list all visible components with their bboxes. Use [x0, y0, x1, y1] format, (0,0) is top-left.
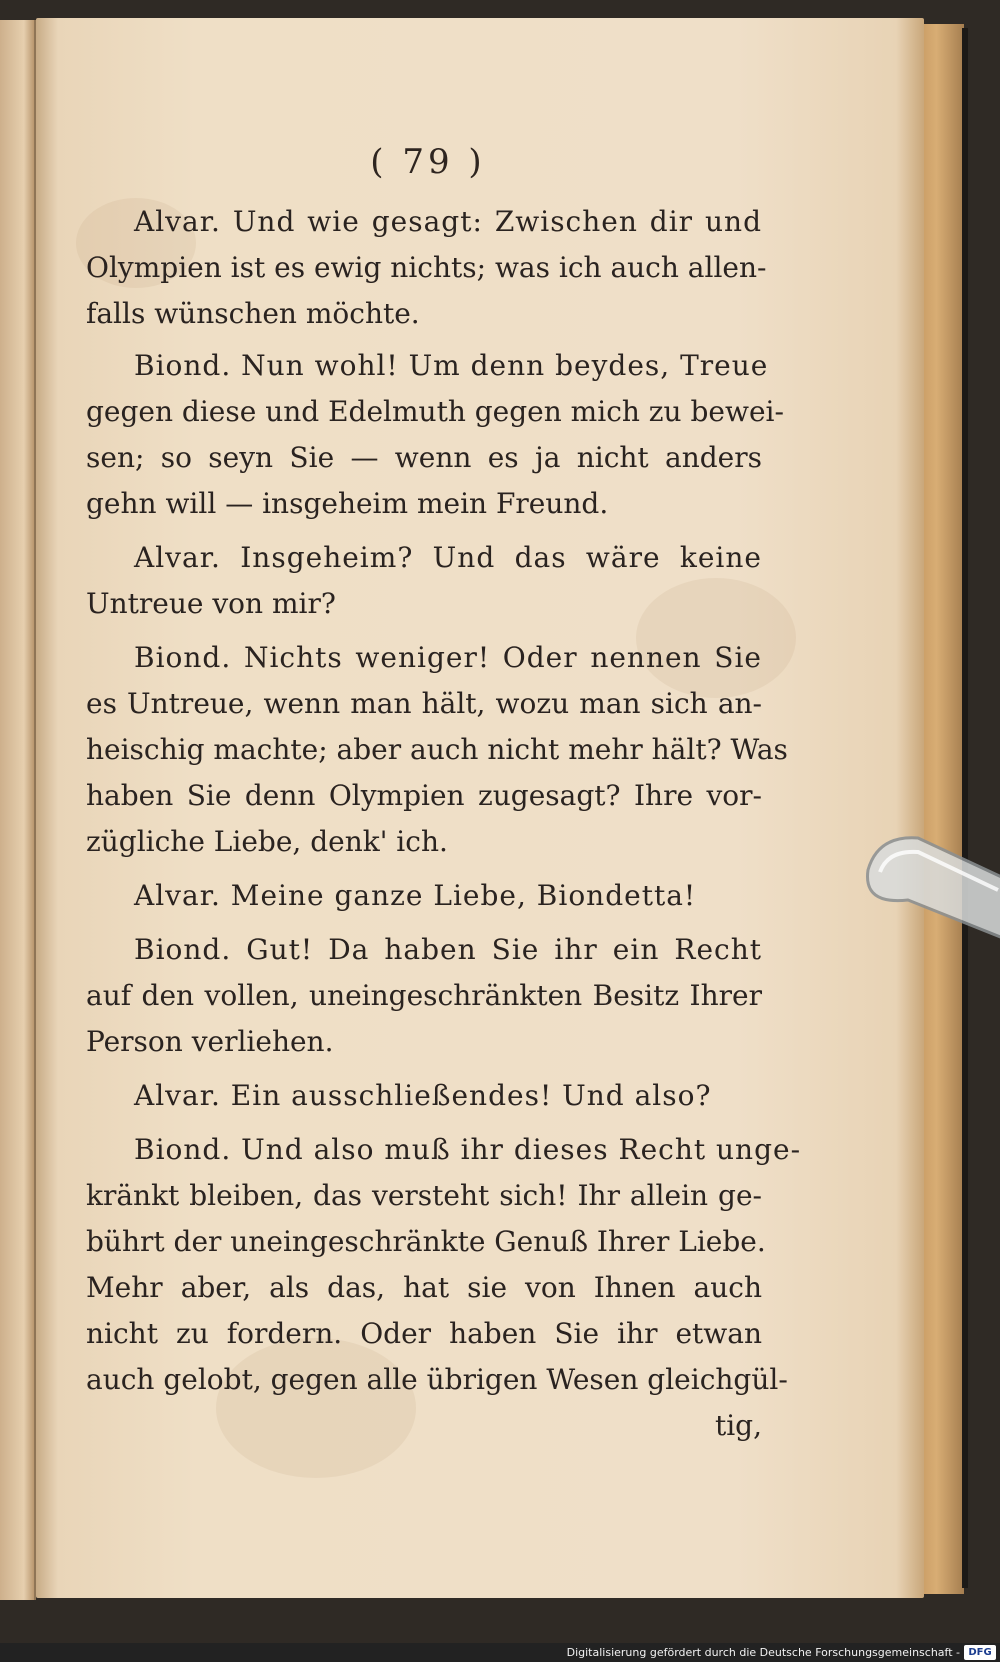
text-line: Olympien ist es ewig nichts; was ich auch allen-: [86, 251, 767, 284]
text-line: gehn will — insgeheim mein Freund.: [86, 487, 609, 520]
facing-page-edge: [0, 20, 36, 1600]
text-line: falls wünschen möchte.: [86, 297, 420, 330]
text-line: Alvar. Meine ganze Liebe, Biondetta!: [134, 879, 697, 912]
text-line: nicht zu fordern. Oder haben Sie ihr etwan: [86, 1317, 762, 1350]
text-line: haben Sie denn Olympien zugesagt? Ihre vor-: [86, 779, 762, 812]
text-line: Mehr aber, als das, hat sie von Ihnen auch: [86, 1271, 762, 1304]
text-line: bührt der uneingeschränkte Genuß Ihrer Liebe.: [86, 1225, 766, 1258]
page-clip-icon: [858, 830, 1000, 980]
text-line: kränkt bleiben, das versteht sich! Ihr allein ge-: [86, 1179, 762, 1212]
text-line: zügliche Liebe, denk' ich.: [86, 825, 448, 858]
text-line: auf den vollen, uneingeschränkten Besitz Ihrer: [86, 979, 762, 1012]
page-number: ( 79 ): [370, 142, 486, 182]
text-line: Biond. Und also muß ihr dieses Recht unge-: [134, 1133, 802, 1166]
text-line: gegen diese und Edelmuth gegen mich zu bewei-: [86, 395, 784, 428]
text-line: Biond. Nun wohl! Um denn beydes, Treue: [134, 349, 769, 382]
text-line: es Untreue, wenn man hält, wozu man sich an-: [86, 687, 762, 720]
text-line: Person verliehen.: [86, 1025, 334, 1058]
dfg-logo: DFG: [964, 1645, 996, 1660]
book-fore-edge: [918, 24, 964, 1594]
text-line: sen; so seyn Sie — wenn es ja nicht anders: [86, 441, 762, 474]
text-line: Biond. Gut! Da haben Sie ihr ein Recht: [134, 933, 762, 966]
text-line: Alvar. Ein ausschließendes! Und also?: [134, 1079, 712, 1112]
fore-edge-shadow: [962, 28, 968, 1588]
text-line: auch gelobt, gegen alle übrigen Wesen gleichgül-: [86, 1363, 788, 1396]
text-line: Alvar. Und wie gesagt: Zwischen dir und: [134, 205, 762, 238]
funding-credit: Digitalisierung gefördert durch die Deutsche Forschungsgemeinschaft -: [566, 1646, 960, 1659]
text-line: Biond. Nichts weniger! Oder nennen Sie: [134, 641, 762, 674]
text-line: heischig machte; aber auch nicht mehr hält? Was: [86, 733, 788, 766]
catchword: tig,: [714, 1409, 762, 1442]
text-line: Untreue von mir?: [86, 587, 336, 620]
text-line: Alvar. Insgeheim? Und das wäre keine: [134, 541, 762, 574]
